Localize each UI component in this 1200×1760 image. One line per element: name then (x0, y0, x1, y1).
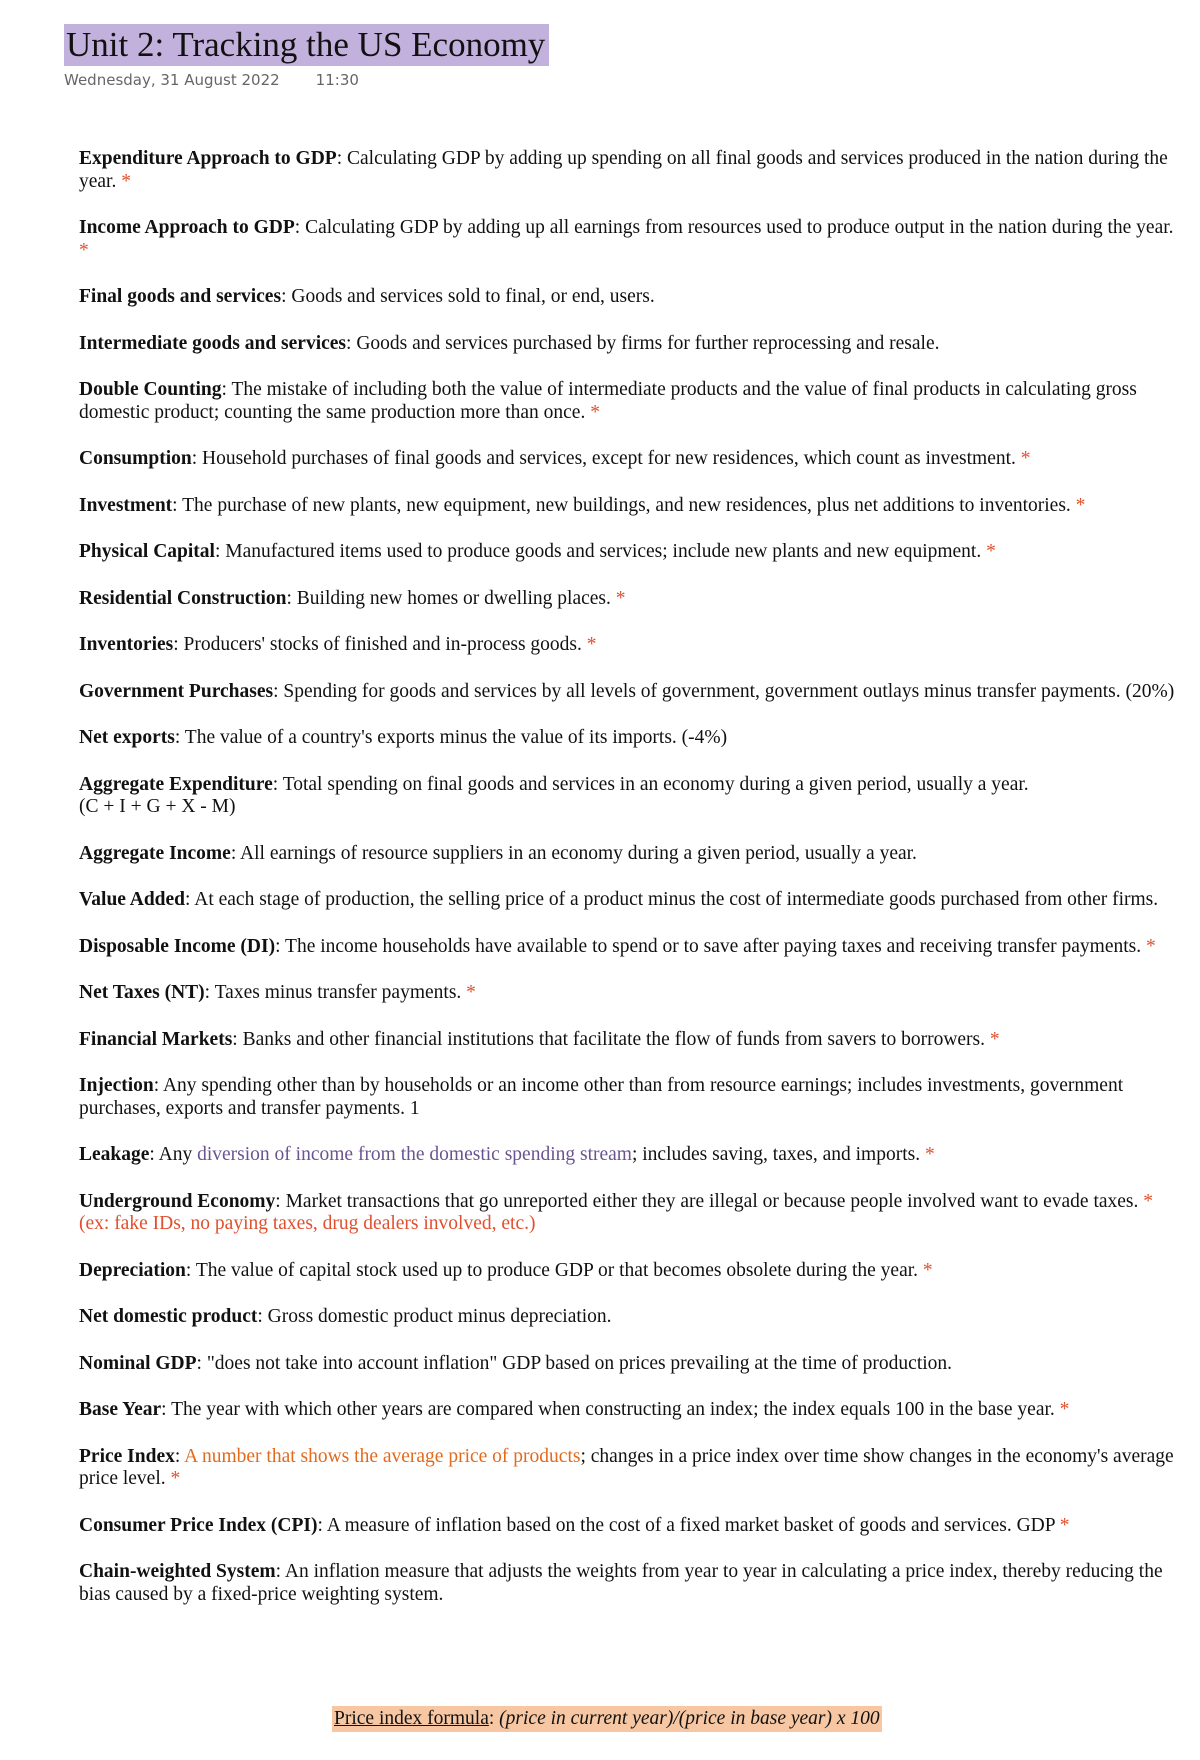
definition-item: Leakage: Any diversion of income from the domestic spending stream; includes saving, taxes, and imports. * (79, 1144, 935, 1165)
definition-item: Net domestic product: Gross domestic product minus depreciation. (79, 1306, 612, 1327)
definition-item: Inventories: Producers' stocks of finished and in-process goods. * (79, 634, 597, 655)
important-star-icon: * (79, 239, 89, 261)
definition-text: The income households have available to spend or to save after paying taxes and receiving transfer payments. (285, 935, 1142, 957)
page-title: Unit 2: Tracking the US Economy (64, 24, 549, 66)
important-star-icon: * (1143, 1190, 1154, 1212)
definition-text: The year with which other years are compared when constructing an index; the index equals 100 in the base year. (171, 1399, 1055, 1420)
definition-term: Disposable Income (DI) (79, 935, 276, 957)
definition-note: (ex: fake IDs, no paying taxes, drug dealers involved, etc.) (79, 1213, 536, 1234)
definition-text: Manufactured items used to produce goods and services; include new plants and new equipment. (225, 541, 982, 562)
definitions-list (79, 148, 1179, 1630)
important-star-icon: * (989, 1028, 1000, 1050)
definition-text: Taxes minus transfer payments. (214, 982, 462, 1003)
definition-item: Double Counting: The mistake of including both the value of intermediate products and the value of final products in calculating gross domestic product; counting the same production more than once. * (79, 379, 1137, 423)
definition-term: Income Approach to GDP (79, 217, 295, 238)
definition-text: Calculating GDP by adding up all earnings from resources used to produce output in the nation during the year. (305, 217, 1174, 238)
definition-text: Building new homes or dwelling places. (296, 587, 611, 609)
definition-text: Household purchases of final goods and services, except for new residences, which count as investment. (202, 448, 1016, 469)
page-time: 11:30 (315, 71, 359, 89)
important-star-icon: * (986, 541, 996, 562)
definition-text: Spending for goods and services by all levels of government, government outlays minus transfer payments. (20%) (283, 680, 1175, 702)
definition-item: Underground Economy: Market transactions that go unreported either they are illegal or because people involved want to evade taxes. * (ex: fake IDs, no paying taxes, drug dealers involved, etc.) (79, 1190, 1154, 1234)
definition-text-post: ; includes saving, taxes, and imports. (631, 1144, 921, 1165)
definition-text: Goods and services sold to final, or end, users. (291, 286, 655, 307)
definition-term: Net Taxes (NT) (79, 982, 205, 1003)
formula-separator: : (488, 1708, 495, 1729)
definition-term: Physical Capital (79, 541, 215, 562)
definition-formula: (C + I + G + X - M) (79, 796, 236, 817)
definition-term: Underground Economy (79, 1190, 276, 1212)
definition-text: A measure of inflation based on the cost of a fixed market basket of goods and services. GDP (326, 1514, 1055, 1536)
definition-item: Financial Markets: Banks and other financial institutions that facilitate the flow of funds from savers to borrowers. * (79, 1028, 1000, 1050)
definition-term: Consumption (79, 448, 192, 469)
definition-text: At each stage of production, the selling price of a product minus the cost of intermediate goods purchased from other firms. (194, 889, 1159, 910)
definition-text-pre: Any (158, 1144, 198, 1165)
definition-term: Aggregate Income (79, 842, 231, 864)
definition-item: Government Purchases: Spending for goods and services by all levels of government, government outlays minus transfer payments. (20%) (79, 680, 1175, 702)
definition-item: Nominal GDP: "does not take into account inflation" GDP based on prices prevailing at the time of production. (79, 1352, 953, 1374)
definition-text: The value of capital stock used up to produce GDP or that becomes obsolete during the year. (195, 1259, 919, 1281)
definition-item: Aggregate Income: All earnings of resource suppliers in an economy during a given period, usually a year. (79, 842, 917, 864)
definition-item: Consumer Price Index (CPI): A measure of inflation based on the cost of a fixed market basket of goods and services. GDP * (79, 1514, 1070, 1536)
definition-item: Injection: Any spending other than by households or an income other than from resource earnings; includes investments, government purchases, exports and transfer payments. 1 (79, 1075, 1124, 1119)
formula-body: (price in current year)/(price in base year) x 100 (499, 1708, 880, 1729)
definition-term: Depreciation (79, 1259, 186, 1281)
definition-text: Calculating GDP by adding up spending on all final goods and services produced in the nation during the year. (79, 148, 1168, 192)
price-index-formula (332, 1706, 882, 1732)
definition-term: Financial Markets (79, 1028, 233, 1050)
definition-text: "does not take into account inflation" GDP based on prices prevailing at the time of production. (206, 1352, 953, 1374)
definition-term: Aggregate Expenditure (79, 773, 273, 795)
definition-term: Expenditure Approach to GDP (79, 148, 337, 169)
page-meta (64, 71, 359, 89)
definition-text: Goods and services purchased by firms for further reprocessing and resale. (356, 332, 940, 354)
important-star-icon: * (170, 1468, 181, 1489)
definition-term: Leakage (79, 1144, 150, 1165)
definition-item: Intermediate goods and services: Goods and services purchased by firms for further reprocessing and resale. (79, 332, 940, 354)
definition-item: Physical Capital: Manufactured items used to produce goods and services; include new plants and new equipment. * (79, 541, 996, 562)
definition-term: Government Purchases (79, 680, 274, 702)
definition-item: Net exports: The value of a country's exports minus the value of its imports. (-4%) (79, 727, 728, 748)
important-star-icon: * (1059, 1399, 1070, 1420)
definition-item: Disposable Income (DI): The income households have available to spend or to save after paying taxes and receiving transfer payments. * (79, 935, 1156, 957)
important-star-icon: * (1075, 494, 1086, 516)
definition-term: Investment (79, 494, 173, 516)
important-star-icon: * (615, 587, 626, 609)
definition-term: Residential Construction (79, 587, 287, 609)
definition-term: Inventories (79, 634, 174, 655)
important-star-icon: * (586, 634, 597, 655)
definition-text-post: ; changes in a price index over time show changes in the economy's average price level. (79, 1445, 1174, 1489)
important-star-icon: * (590, 401, 600, 423)
definition-term: Injection (79, 1075, 154, 1096)
definition-highlight-text: diversion of income from the domestic spending stream (197, 1144, 632, 1165)
definition-text: Banks and other financial institutions that facilitate the flow of funds from savers to borrowers. (242, 1028, 986, 1050)
definition-text: An inflation measure that adjusts the weights from year to year in calculating a price index, thereby reducing the bias caused by a fixed-price weighting system. (79, 1561, 1163, 1605)
important-star-icon: * (924, 1144, 935, 1165)
definition-term: Double Counting (79, 379, 222, 400)
important-star-icon: * (1059, 1514, 1070, 1536)
definition-item: Income Approach to GDP: Calculating GDP by adding up all earnings from resources used to produce output in the nation during the year. * (79, 217, 1174, 261)
definition-item: Final goods and services: Goods and services sold to final, or end, users. (79, 286, 655, 307)
definition-item: Investment: The purchase of new plants, new equipment, new buildings, and new residences, plus net additions to inventories. * (79, 494, 1086, 516)
important-star-icon: * (1020, 448, 1031, 469)
definition-term: Nominal GDP (79, 1352, 197, 1374)
definition-term: Net domestic product (79, 1306, 258, 1327)
formula-label: Price index formula (334, 1708, 489, 1729)
definition-item: Expenditure Approach to GDP: Calculating GDP by adding up spending on all final goods and services produced in the nation during the year. * (79, 148, 1168, 192)
definition-item: Residential Construction: Building new homes or dwelling places. * (79, 587, 626, 609)
definition-text: Any spending other than by households or an income other than from resource earnings; includes investments, government purchases, exports and transfer payments. 1 (79, 1075, 1124, 1119)
definition-term: Net exports (79, 727, 175, 748)
definition-text: The mistake of including both the value of intermediate products and the value of final products in calculating gross domestic product; counting the same production more than once. (79, 379, 1137, 423)
definition-term: Value Added (79, 889, 186, 910)
page-date: Wednesday, 31 August 2022 (64, 71, 280, 89)
important-star-icon: * (466, 982, 476, 1003)
important-star-icon: * (121, 170, 131, 192)
definition-term: Intermediate goods and services (79, 332, 347, 354)
definition-item: Net Taxes (NT): Taxes minus transfer payments. * (79, 982, 476, 1003)
definition-term: Base Year (79, 1399, 162, 1420)
definition-item: Base Year: The year with which other years are compared when constructing an index; the index equals 100 in the base year. * (79, 1399, 1070, 1420)
definition-text: Total spending on final goods and services in an economy during a given period, usually a year. (282, 773, 1029, 795)
definition-item: Value Added: At each stage of production, the selling price of a product minus the cost of intermediate goods purchased from other firms. (79, 889, 1159, 910)
important-star-icon: * (922, 1259, 933, 1281)
definition-item: Chain-weighted System: An inflation measure that adjusts the weights from year to year in calculating a price index, thereby reducing the bias caused by a fixed-price weighting system. (79, 1561, 1163, 1605)
definition-term: Consumer Price Index (CPI) (79, 1514, 318, 1536)
definition-text: The value of a country's exports minus the value of its imports. (-4%) (184, 727, 728, 748)
definition-text: All earnings of resource suppliers in an economy during a given period, usually a year. (240, 842, 917, 864)
definition-text: Gross domestic product minus depreciation. (267, 1306, 612, 1327)
definition-text: The purchase of new plants, new equipment, new buildings, and new residences, plus net additions to inventories. (182, 494, 1071, 516)
definition-term: Price Index (79, 1445, 175, 1467)
definition-item: Consumption: Household purchases of final goods and services, except for new residences, which count as investment. * (79, 448, 1031, 469)
definition-highlight-text: A number that shows the average price of products (184, 1445, 581, 1467)
important-star-icon: * (1146, 935, 1156, 957)
definition-term: Final goods and services (79, 286, 282, 307)
definition-item: Price Index: A number that shows the average price of products; changes in a price index over time show changes in the economy's average price level. * (79, 1445, 1174, 1489)
definition-item: Depreciation: The value of capital stock used up to produce GDP or that becomes obsolete during the year. * (79, 1259, 933, 1281)
definition-term: Chain-weighted System (79, 1561, 276, 1582)
definition-text: Producers' stocks of finished and in-process goods. (183, 634, 582, 655)
definition-item: Aggregate Expenditure: Total spending on final goods and services in an economy during a given period, usually a year. (C + I + G + X - M) (79, 773, 1029, 817)
definition-text: Market transactions that go unreported either they are illegal or because people involved want to evade taxes. (285, 1190, 1139, 1212)
